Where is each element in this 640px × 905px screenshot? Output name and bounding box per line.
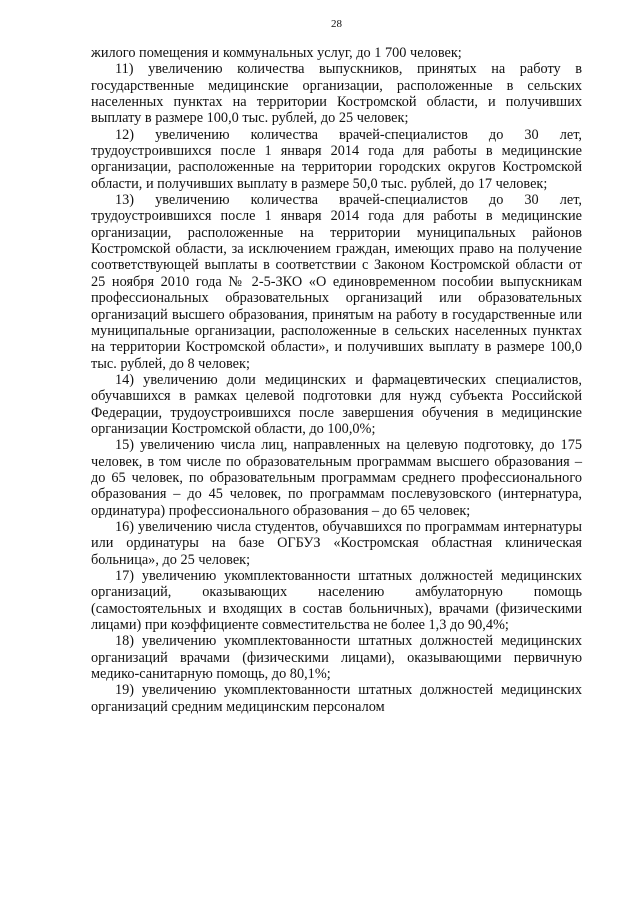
list-item-13: 13) увеличению количества врачей-специалистов до 30 лет, трудоустроившихся после 1 января 2014 года для работы в медицинские организации, расположенные на территории муниципальных районов Костромской области, за исключением граждан, имеющих право на получение соответствующей выплаты в соответствии с Законом Костромской области от 25 ноября 2010 года № 2-5-ЗКО «О единовременном пособии выпускникам профессиональных образовательных организаций или образовательных организаций высшего образования, принятым на работу в государственные или муниципальные организации, расположенные в сельских населенных пунктах на территории Костромской области», и получивших выплату в размере 100,0 тыс. рублей, до 8 человек; bbox=[91, 192, 582, 372]
list-item-15: 15) увеличению числа лиц, направленных на целевую подготовку, до 175 человек, в том числе по образовательным программам высшего образования – до 65 человек, по образовательным программам среднего профессионального образования – до 45 человек, по программам послевузовского (интернатура, ординатура) профессионального образования – до 65 человек; bbox=[91, 437, 582, 519]
list-item-16: 16) увеличению числа студентов, обучавшихся по программам интернатуры или ординатуры на базе ОГБУЗ «Костромская областная клиническая больница», до 25 человек; bbox=[91, 518, 582, 568]
document-body bbox=[91, 45, 582, 715]
list-item-12: 12) увеличению количества врачей-специалистов до 30 лет, трудоустроившихся после 1 января 2014 года для работы в медицинские организации, расположенные на территории городских округов Костромской области, и получивших выплату в размере 50,0 тыс. рублей, до 17 человек; bbox=[91, 126, 582, 192]
list-item-19: 19) увеличению укомплектованности штатных должностей медицинских организаций средним медицинским персоналом bbox=[91, 682, 582, 715]
page-number: 28 bbox=[331, 18, 342, 30]
paragraph-continuation: жилого помещения и коммунальных услуг, до 1 700 человек; bbox=[91, 45, 462, 61]
list-item-17: 17) увеличению укомплектованности штатных должностей медицинских организаций, оказывающих населению амбулаторную помощь (самостоятельных и входящих в состав больничных), врачами (физическими лицами) при коэффициенте совместительства не более 1,3 до 90,4%; bbox=[91, 568, 582, 634]
list-item-18: 18) увеличению укомплектованности штатных должностей медицинских организаций врачами (физическими лицами), оказывающими первичную медико-санитарную помощь, до 80,1%; bbox=[91, 633, 582, 683]
list-item-11: 11) увеличению количества выпускников, принятых на работу в государственные медицинские организации, расположенные в сельских населенных пунктах на территории Костромской области, и получивших выплату в размере 100,0 тыс. рублей, до 25 человек; bbox=[91, 61, 582, 127]
list-item-14: 14) увеличению доли медицинских и фармацевтических специалистов, обучавшихся в рамках целевой подготовки для нужд субъекта Российской Федерации, трудоустроившихся после завершения обучения в медицинские организации Костромской области, до 100,0%; bbox=[91, 371, 582, 437]
